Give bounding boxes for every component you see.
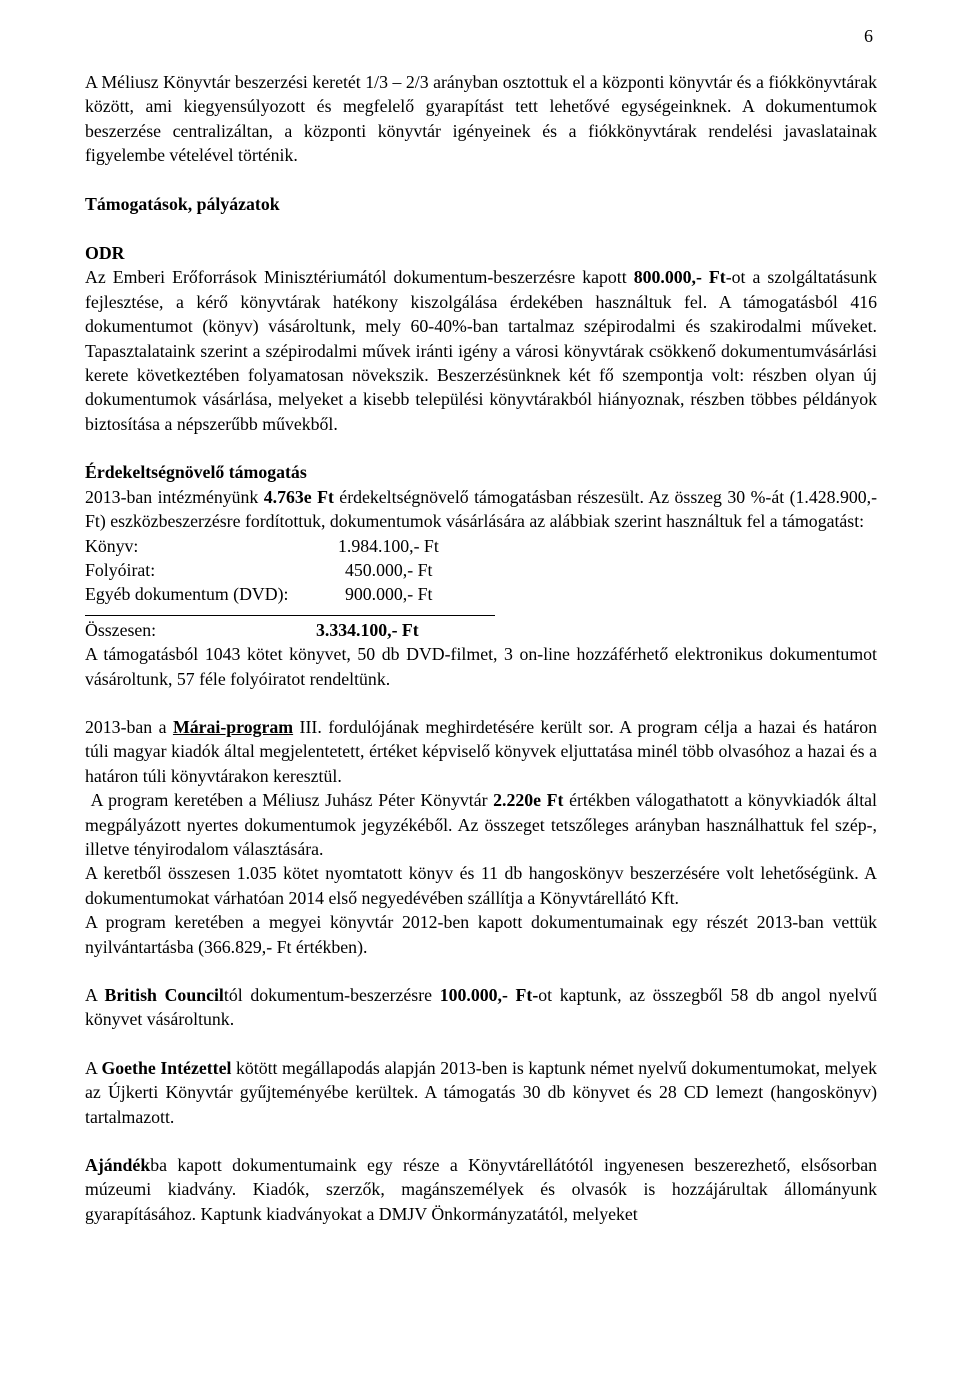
section-title: Támogatások, pályázatok [85,193,280,214]
ert-item-label: Egyéb dokumentum (DVD): [85,584,289,605]
marai-program-name: Márai-program [172,716,294,737]
ert-heading: Érdekeltségnövelő támogatás [85,462,307,483]
ert-item-row [85,582,877,606]
british-amount: 100.000,- Ft- [439,985,539,1005]
goethe-paragraph: A Goethe Intézettel kötött megállapodás alapján 2013-ben is kaptunk német nyelvű dokumentumokat, melyek az Újkerti Könyvtár gyűjteményébe kerültek. A támogatás 30 db könyvet és 28 CD lemezt (hangoskönyv) tartalmazott. [85,1057,878,1127]
ert-item-label: Folyóirat: [85,559,156,580]
ert-total-row [85,618,877,642]
document-body [85,70,877,1226]
marai-paragraph: 2013-ban a Márai-program III. fordulójának meghirdetésére került sor. A program célja a hazai és határon túli magyar kiadók által megjelentetett, értéket képviselő könyvek eljuttatása minél több olvasóhoz a hazai és a határon túli könyvtárakon keresztül. [85,716,877,786]
page-number: 6 [864,26,873,46]
intro-paragraph: A Méliusz Könyvtár beszerzési keretét 1/3 – 2/3 arányban osztottuk el a központi könyvtár és a fiókkönyvtárak között, ami kiegyensúlyozott és megfelelő gyarapítást tett lehetővé egységeinknek. A dokumentumok beszerzése centralizáltan, a központi könyvtár igényeinek és a fiókkönyvtárak rendelési javaslatainak figyelembe vételével történik. [85,72,877,166]
ert-item-value: 450.000,- Ft [345,559,433,580]
british-council-name: British Council [104,985,224,1005]
ert-total-label: Összesen: [85,619,157,640]
gift-name: Ajándék [85,1155,151,1176]
ert-item-label: Könyv: [85,535,139,556]
british-paragraph: A British Counciltól dokumentum-beszerzésre 100.000,- Ft-ot kaptunk, az összegből 58 db angol nyelvű könyvet vásároltunk. [85,985,877,1030]
marai-paragraph-2: A program keretében a Méliusz Juhász Péter Könyvtár 2.220e Ft értékben válogathatott a könyvkiadók által megpályázott nyertes dokumentumok jegyzékéből. Az összeget tetszőleges arányban használhattuk fel szép-, illetve tényirodalom választására. [85,790,877,859]
odr-heading: ODR [85,243,125,264]
odr-amount: 800.000,- Ft [633,267,726,288]
gift-paragraph: Ajándékba kapott dokumentumaink egy része a Könyvtárellátótól ingyenesen beszerezhető, elsősorban múzeumi kiadvány. Kiadók, szerzők, magánszemélyek és olvasók is hozzájárultak állományunk gyarapításához. Kaptunk kiadványokat a DMJV Önkormányzatától, melyeket [85,1155,877,1224]
marai-paragraph-3: A keretből összesen 1.035 kötet nyomtatott könyv és 11 db hangoskönyv beszerzésére volt lehetőségünk. A dokumentumokat várhatóan 2014 első negyedévében szállítja a Könyvtárellátó Kft. [85,863,877,908]
ert-after-paragraph: A támogatásból 1043 kötet könyvet, 50 db DVD-filmet, 3 on-line hozzáférhető elektronikus dokumentumot vásároltunk, 57 féle folyóiratot rendeltünk. [85,644,877,689]
total-divider [85,615,495,616]
ert-item-value: 900.000,- Ft [345,584,433,605]
ert-amount: 4.763e Ft [263,486,334,507]
ert-item-row [85,534,877,558]
ert-item-row [85,558,877,582]
marai-paragraph-4: A program keretében a megyei könyvtár 2012-ben kapott dokumentumainak egy részét 2013-ban vettük nyilvántartásba (366.829,- Ft értékben). [85,912,877,957]
ert-item-value: 1.984.100,- Ft [338,535,439,556]
ert-paragraph: 2013-ban intézményünk 4.763e Ft érdekeltségnövelő támogatásban részesült. Az összeg 30 %-át (1.428.900,- Ft) eszközbeszerzésre fordítottuk, dokumentumok vásárlására az alábbiak szerint használtuk fel a támogatást: [85,486,877,532]
ert-total-value: 3.334.100,- Ft [316,619,419,640]
odr-paragraph: Az Emberi Erőforrások Minisztériumától dokumentum-beszerzésre kapott 800.000,- Ft-ot a szolgáltatásunk fejlesztése, a kérő könyvtárak hatékony kiszolgálása érdekében használtuk fel. A támogatásból 416 dokumentumot (könyv) vásároltunk, mely 60-40%-ban tartalmaz szépirodalmi és szakirodalmi műveket. Tapasztalataink szerint a szépirodalmi művek iránti igény a városi könyvtárak csökkenő dokumentumvásárlási kerete következtében folyamatosan növekszik. Beszerzésünknek két fő szempontja volt: részben olyan új dokumentumok vásárlása, melyeket a kisebb települési könyvtárakból hiányoznak, részben többes példányok biztosítása a népszerűbb művekből. [85,267,877,434]
goethe-name: Goethe Intézettel [101,1057,232,1078]
marai-amount: 2.220e Ft [493,790,564,811]
